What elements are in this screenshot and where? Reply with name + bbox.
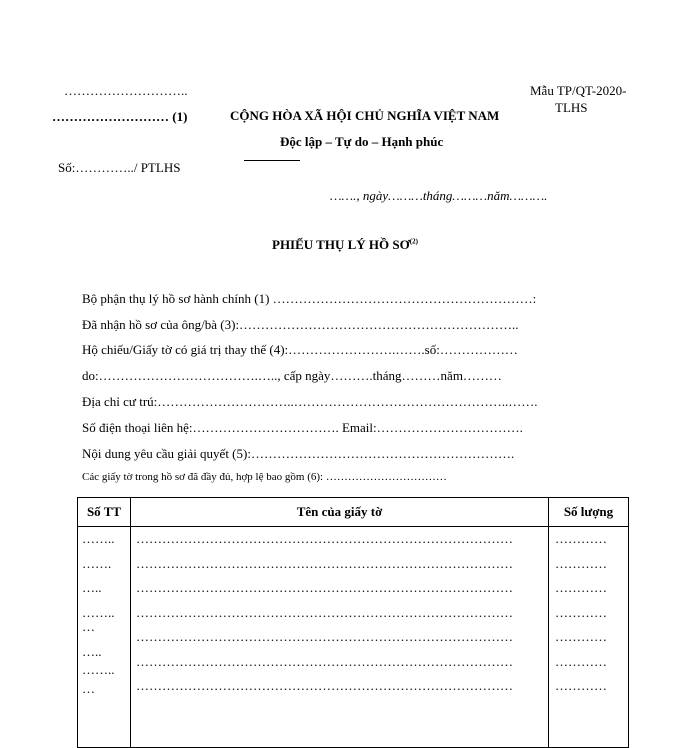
field-applicant: Đã nhận hồ sơ của ông/bà (3):……………………………………………………….. [82,317,519,332]
quantity-cell: ………… [555,531,607,546]
quantity-cell: ………… [555,580,607,595]
quantity-cell: ………… [555,555,607,571]
agency-line-1: ……………………….. [64,83,188,98]
table-header-row [78,498,629,527]
name-cell: …………………………………………………………………………… [136,604,513,620]
index-cell: ….. [82,580,102,595]
index-cell: …….. [82,604,115,620]
name-column [131,527,549,748]
index-cell: … [82,619,95,634]
title-footnote: (2) [409,237,418,246]
name-cell: …………………………………………………………………………… [136,555,513,571]
name-cell: …………………………………………………………………………… [136,531,513,546]
name-cell: …………………………………………………………………………… [136,653,513,669]
field-issued-by: do:……………………………….….., cấp ngày……….tháng………năm……… [82,368,502,383]
agency-line-2: ……………………… (1) [52,109,188,124]
name-cell: …………………………………………………………………………… [136,678,513,693]
document-date: ……., ngày………tháng………năm………. [330,188,548,203]
index-cell: …….. [82,662,115,677]
quantity-cell: ………… [555,678,607,693]
field-processing-unit: Bộ phận thụ lý hồ sơ hành chính (1) ……………………………………………………: [82,291,537,306]
document-number: Số:…………../ PTLHS [58,160,181,175]
form-code-line-1: Mẫu TP/QT-2020- [530,83,627,98]
index-cell: … [82,680,95,696]
documents-table [77,497,629,748]
col-header-name: Tên của giấy tờ [131,498,549,527]
quantity-cell: ………… [555,604,607,620]
index-column [78,527,131,748]
index-cell: …….. [82,531,115,546]
motto-underline [244,160,300,161]
name-cell: …………………………………………………………………………… [136,580,513,595]
index-cell: ….. [82,643,102,659]
quantity-cell: ………… [555,653,607,669]
field-passport: Hộ chiếu/Giấy tờ có giá trị thay thế (4):…………………….…….số:……………… [82,342,518,357]
form-code-line-2: TLHS [555,100,588,115]
field-address: Địa chỉ cư trú:…………………………..…………………………………………..……. [82,394,538,409]
nation-name: CỘNG HÒA XÃ HỘI CHỦ NGHĨA VIỆT NAM [230,108,500,123]
index-cell: ……. [82,555,112,571]
field-documents: Các giấy tờ trong hồ sơ đã đầy đủ, hợp lệ bao gồm (6): …………………………… [82,471,447,483]
name-cell: …………………………………………………………………………… [136,629,513,644]
quantity-cell: ………… [555,629,607,644]
national-motto: Độc lập – Tự do – Hạnh phúc [280,134,444,149]
quantity-column [549,527,629,748]
col-header-quantity: Số lượng [549,498,629,527]
table-row [78,527,629,748]
page-title: PHIẾU THỤ LÝ HỒ SƠ$^{(2)}$ [272,237,418,252]
field-phone-email: Số điện thoại liên hệ:……………………………. Email:……………………………. [82,420,523,435]
field-request: Nội dung yêu cầu giải quyết (5):……………………………………………………. [82,446,515,461]
col-header-index: Số TT [78,498,131,527]
